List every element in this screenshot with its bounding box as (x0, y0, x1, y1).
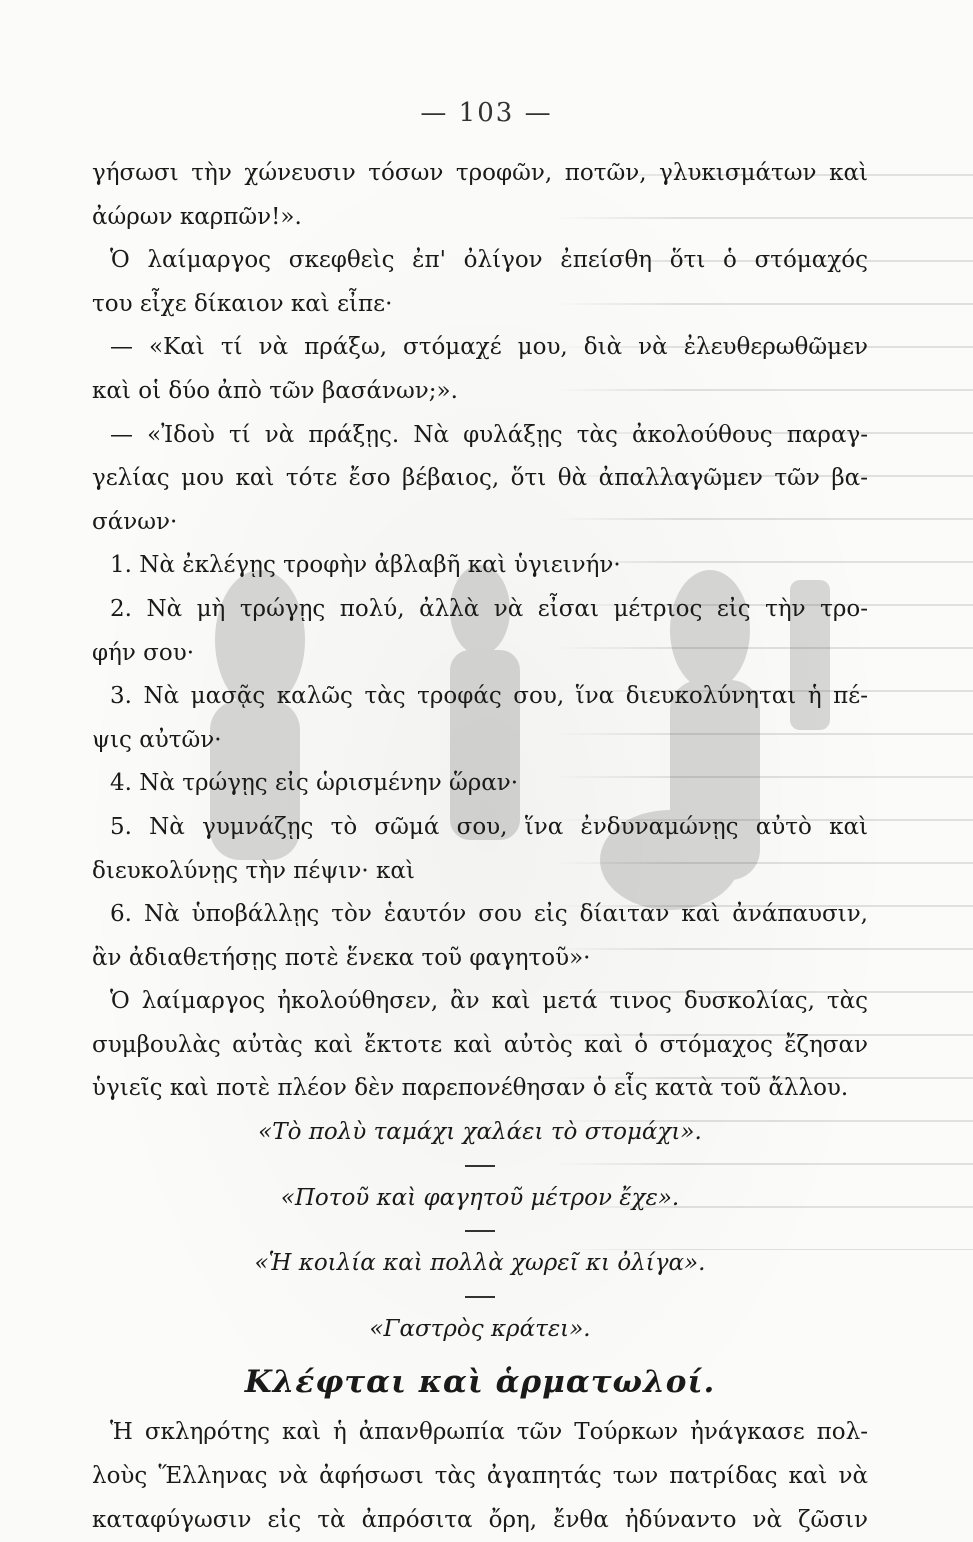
text-line: ἂν ἀδιαθετήσῃς ποτὲ ἕνεκα τοῦ φαγητοῦ»· (92, 944, 591, 971)
text-line: διευκολύνῃς τὴν πέψιν· καὶ (92, 857, 415, 884)
text-line: — «Καὶ τί νὰ πράξω, στόμαχέ μου, διὰ νὰ ἐλευθερωθῶμεν (110, 334, 868, 361)
proverb: «Γαστρὸς κράτει». (369, 1315, 591, 1342)
list-item: 1. Νὰ ἐκλέγῃς τροφὴν ἀβλαβῆ καὶ ὑγιεινήν· (110, 552, 621, 579)
main-text-block (92, 152, 868, 1542)
separator-rule (465, 1296, 495, 1298)
proverb: «Ἡ κοιλία καὶ πολλὰ χωρεῖ κι ὀλίγα». (254, 1250, 706, 1277)
text-line: Ὁ λαίμαργος ἠκολούθησεν, ἂν καὶ μετά τινος δυσκολίας, τὰς (110, 988, 868, 1015)
list-item: 4. Νὰ τρώγῃς εἰς ὡρισμένην ὥραν· (110, 770, 519, 797)
text-line: καταφύγωσιν εἰς τὰ ἀπρόσιτα ὄρη, ἔνθα ἠδύναντο νὰ ζῶσιν (92, 1506, 868, 1533)
text-line: λοὺς Ἕλληνας νὰ ἀφήσωσι τὰς ἀγαπητάς των πατρίδας καὶ νὰ (92, 1463, 868, 1490)
proverb: «Τὸ πολὺ ταμάχι χαλάει τὸ στομάχι». (258, 1119, 702, 1146)
page-number: — 103 — (420, 98, 553, 128)
text-line: Ἡ σκληρότης καὶ ἡ ἀπανθρωπία τῶν Τούρκων ἠνάγκασε πολ- (110, 1419, 868, 1446)
text-line: του εἶχε δίκαιον καὶ εἶπε· (92, 290, 393, 317)
separator-rule (465, 1165, 495, 1167)
list-item: 3. Νὰ μασᾷς καλῶς τὰς τροφάς σου, ἵνα διευκολύνηται ἡ πέ- (110, 683, 868, 710)
list-item: 2. Νὰ μὴ τρώγῃς πολύ, ἀλλὰ νὰ εἶσαι μέτριος εἰς τὴν τρο- (110, 595, 868, 622)
section-heading: Κλέφται καὶ ἁρματωλοί. (244, 1364, 716, 1401)
proverb: «Ποτοῦ καὶ φαγητοῦ μέτρον ἔχε». (280, 1184, 680, 1211)
text-line: ἀώρων καρπῶν!». (92, 203, 302, 230)
text-line: ψις αὐτῶν· (92, 726, 222, 753)
text-line: Ὁ λαίμαργος σκεφθεὶς ἐπ' ὀλίγον ἐπείσθη ὅτι ὁ στόμαχός (110, 247, 868, 274)
text-line: — «Ἰδοὺ τί νὰ πράξῃς. Νὰ φυλάξῃς τὰς ἀκολούθους παραγ- (110, 421, 868, 448)
text-line: συμβουλὰς αὐτὰς καὶ ἔκτοτε καὶ αὐτὸς καὶ ὁ στόμαχος ἔζησαν (92, 1031, 868, 1058)
text-line: γήσωσι τὴν χώνευσιν τόσων τροφῶν, ποτῶν, γλυκισμάτων καὶ (92, 160, 868, 186)
separator-rule (465, 1230, 495, 1232)
text-line: γελίας μου καὶ τότε ἔσο βέβαιος, ὅτι θὰ ἀπαλλαγῶμεν τῶν βα- (92, 465, 868, 492)
text-line: ὑγιεῖς καὶ ποτὲ πλέον δὲν παρεπονέθησαν ὁ εἷς κατὰ τοῦ ἄλλου. (92, 1075, 849, 1102)
list-item: 6. Νὰ ὑποβάλλῃς τὸν ἑαυτόν σου εἰς δίαιταν καὶ ἀνάπαυσιν, (110, 901, 868, 928)
text-line: φήν σου· (92, 639, 195, 666)
text-line: σάνων· (92, 508, 178, 535)
text-line: καὶ οἱ δύο ἀπὸ τῶν βασάνων;». (92, 377, 458, 404)
list-item: 5. Νὰ γυμνάζῃς τὸ σῶμά σου, ἵνα ἐνδυναμώνῃς αὐτὸ καὶ (110, 813, 868, 840)
